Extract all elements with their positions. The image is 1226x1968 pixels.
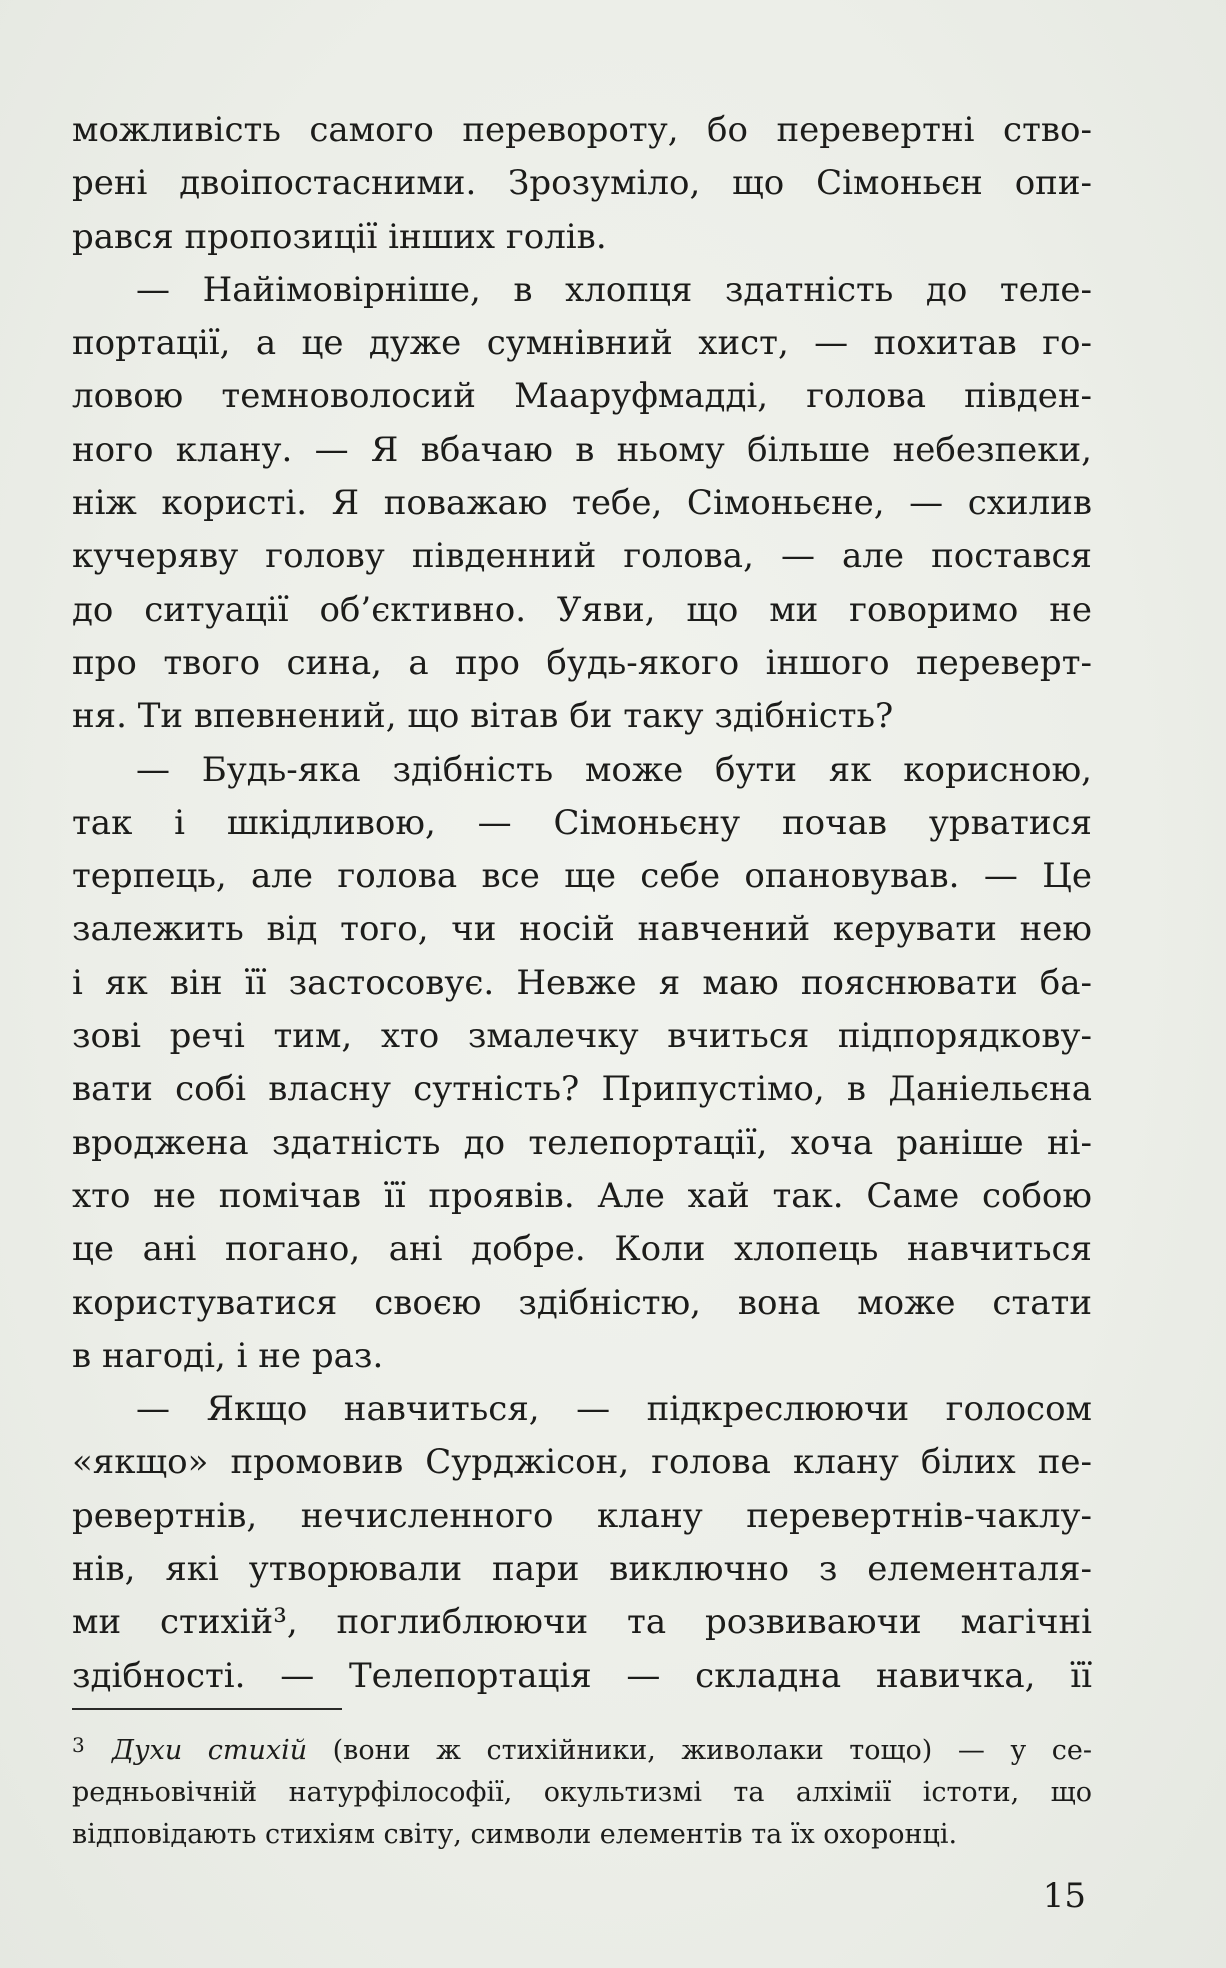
text-line: вроджена здатність до телепортації, хоча раніше ні- bbox=[72, 1122, 1092, 1163]
text-line: користуватися своєю здібністю, вона може стати bbox=[72, 1282, 1092, 1323]
footnote-number: 3 bbox=[72, 1733, 85, 1757]
text-line: ловою темноволосий Мааруфмадді, голова півден- bbox=[72, 376, 1092, 417]
text-line: про твого сина, а про будь-якого іншого переверт- bbox=[72, 642, 1092, 683]
text-line: вати собі власну сутність? Припустімо, в Даніельєна bbox=[72, 1069, 1092, 1110]
text-line: — Найімовірніше, в хлопця здатність до теле- bbox=[136, 269, 1092, 310]
footnote-line: редньовічній натурфілософії, окультизмі та алхімії істоти, що bbox=[72, 1777, 1092, 1808]
text-line: залежить від того, чи носій навчений керувати нею bbox=[72, 909, 1092, 950]
footnote-term: Духи стихій bbox=[112, 1735, 308, 1766]
text-line: ного клану. — Я вбачаю в ньому більше небезпеки, bbox=[72, 429, 1092, 470]
text-line: — Якщо навчиться, — підкреслюючи голосом bbox=[136, 1389, 1092, 1430]
text-line: це ані погано, ані добре. Коли хлопець навчиться bbox=[72, 1229, 1092, 1270]
text-line: портації, а це дуже сумнівний хист, — похитав го- bbox=[72, 323, 1092, 364]
text-line: терпець, але голова все ще себе опановував. — Це bbox=[72, 856, 1092, 897]
text-line: ми стихій³, поглиблюючи та розвиваючи магічні bbox=[72, 1602, 1092, 1643]
footnote bbox=[72, 1730, 1092, 1856]
text-line: і як він її застосовує. Невже я маю пояснювати ба- bbox=[72, 962, 1092, 1003]
footnote-line: відповідають стихіям світу, символи елементів та їх охоронці. bbox=[72, 1819, 958, 1850]
footnote-line bbox=[72, 1730, 1092, 1772]
footnote-divider bbox=[72, 1708, 342, 1710]
text-line: рені двоіпостасними. Зрозуміло, що Сімоньєн опи- bbox=[72, 163, 1092, 204]
text-line: ня. Ти впевнений, що вітав би таку здібність? bbox=[72, 696, 894, 737]
text-line: — Будь-яка здібність може бути як корисною, bbox=[136, 749, 1092, 790]
text-line: зові речі тим, хто змалечку вчиться підпорядкову- bbox=[72, 1016, 1092, 1057]
text-line: нів, які утворювали пари виключно з елементаля- bbox=[72, 1549, 1092, 1590]
text-line: ревертнів, нечисленного клану перевертнів-чаклу- bbox=[72, 1495, 1092, 1536]
text-line: можливість самого перевороту, бо перевертні ство- bbox=[72, 110, 1092, 150]
text-line: так і шкідливою, — Сімоньєну почав урватися bbox=[72, 802, 1092, 843]
text-line: до ситуації об’єктивно. Уяви, що ми говоримо не bbox=[72, 589, 1092, 630]
text-line: кучеряву голову південний голова, — але постався bbox=[72, 536, 1092, 577]
text-line: хто не помічав її проявів. Але хай так. Саме собою bbox=[72, 1175, 1092, 1216]
page-number: 15 bbox=[1042, 1876, 1086, 1916]
body-text bbox=[72, 104, 1092, 1703]
text-line: «якщо» промовив Сурджісон, голова клану білих пе- bbox=[72, 1442, 1092, 1483]
text-line: здібності. — Телепортація — складна навичка, її bbox=[72, 1655, 1092, 1696]
text-line: ніж користі. Я поважаю тебе, Сімоньєне, — схилив bbox=[72, 483, 1092, 524]
text-line: рався пропозиції інших голів. bbox=[72, 216, 607, 257]
text-line: в нагоді, і не раз. bbox=[72, 1335, 384, 1376]
footnote-text: (вони ж стихійники, живолаки тощо) — у се- bbox=[307, 1735, 1092, 1766]
